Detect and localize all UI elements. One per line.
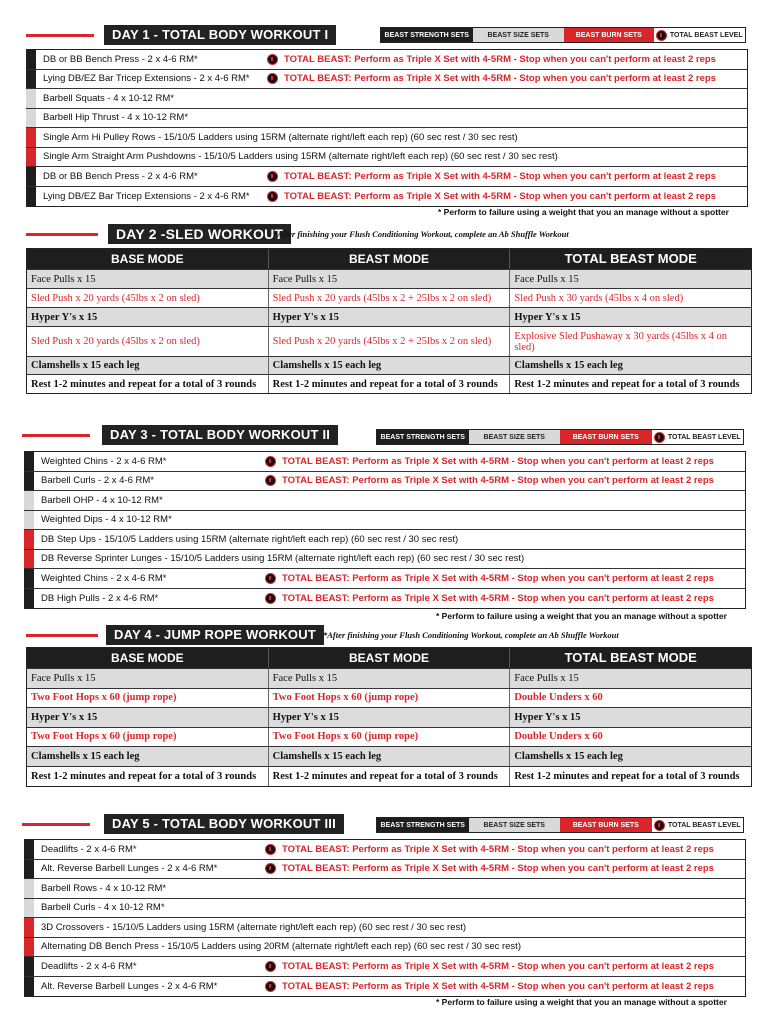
table-row: Weighted Chins - 2 x 4-6 RM* TOTAL BEAST: Perform as Triple X Set with 4-5RM - Stop when you can't perform at least 2 reps [25,452,745,472]
table-row: Barbell Curls - 2 x 4-6 RM* TOTAL BEAST: Perform as Triple X Set with 4-5RM - Stop when you can't perform at least 2 reps [25,472,745,492]
day4-title: DAY 4 - JUMP ROPE WORKOUT [106,625,324,645]
table-row: DB or BB Bench Press - 2 x 4-6 RM* TOTAL BEAST: Perform as Triple X Set with 4-5RM - Stop when you can't perform at least 2 reps [27,50,747,70]
legend-size: BEAST SIZE SETS [469,430,561,444]
legend-burn: BEAST BURN SETS [560,430,652,444]
base-mode-header: BASE MODE [110,651,184,665]
table-row: Rest 1-2 minutes and repeat for a total of 3 rounds Rest 1-2 minutes and repeat for a total of 3 rounds Rest 1-2 minutes and repeat for a total of 3 rounds [27,374,751,393]
beast-icon [267,171,278,182]
table-row: Barbell OHP - 4 x 10-12 RM* [25,491,745,511]
table-row: Weighted Chins - 2 x 4-6 RM* TOTAL BEAST: Perform as Triple X Set with 4-5RM - Stop when you can't perform at least 2 reps [25,569,745,589]
set-legend [376,817,744,833]
table-row: Barbell Rows - 4 x 10-12 RM* [25,879,745,899]
beast-icon [267,54,278,65]
day1-title: DAY 1 - TOTAL BODY WORKOUT I [104,25,336,45]
set-legend [376,429,744,445]
after-flush-note: *After finishing your Flush Conditioning Workout, complete an Ab Shuffle Workout [323,630,619,640]
table-row: 3D Crossovers - 15/10/5 Ladders using 15RM (alternate right/left each rep) (60 sec rest / 30 sec rest) [25,918,745,938]
table-row: Rest 1-2 minutes and repeat for a total of 3 rounds Rest 1-2 minutes and repeat for a total of 3 rounds Rest 1-2 minutes and repeat for a total of 3 rounds [27,766,751,786]
day1-table [26,49,748,207]
table-row: DB High Pulls - 2 x 4-6 RM* TOTAL BEAST: Perform as Triple X Set with 4-5RM - Stop when you can't perform at least 2 reps [25,589,745,609]
beast-icon [265,961,276,972]
legend-burn: BEAST BURN SETS [560,818,652,832]
table-row: Alt. Reverse Barbell Lunges - 2 x 4-6 RM* TOTAL BEAST: Perform as Triple X Set with 4-5RM - Stop when you can't perform at least 2 reps [25,977,745,997]
table-row: Hyper Y's x 15 Hyper Y's x 15 Hyper Y's x 15 [27,707,751,727]
day5-title: DAY 5 - TOTAL BODY WORKOUT III [104,814,344,834]
legend-strength: BEAST STRENGTH SETS [377,430,469,444]
table-row: Two Foot Hops x 60 (jump rope) Two Foot Hops x 60 (jump rope) Double Unders x 60 [27,688,751,708]
table-row: Sled Push x 20 yards (45lbs x 2 on sled) Sled Push x 20 yards (45lbs x 2 + 25lbs x 2 on sled) Sled Push x 30 yards (45lbs x 4 on sled) [27,288,751,307]
table-row: Weighted Dips - 4 x 10-12 RM* [25,511,745,531]
footnote: * Perform to failure using a weight that you an manage without a spotter [436,997,727,1007]
legend-burn: BEAST BURN SETS [564,28,654,42]
legend-size: BEAST SIZE SETS [469,818,561,832]
legend-total: TOTAL BEAST LEVEL [654,28,746,42]
section-divider [22,823,90,826]
section-divider [26,233,98,236]
table-row: Face Pulls x 15 Face Pulls x 15 Face Pulls x 15 [27,668,751,688]
table-row: DB Reverse Sprinter Lunges - 15/10/5 Ladders using 15RM (alternate right/left each rep) (60 sec rest / 30 sec rest) [25,550,745,570]
table-row: Deadlifts - 2 x 4-6 RM* TOTAL BEAST: Perform as Triple X Set with 4-5RM - Stop when you can't perform at least 2 reps [25,957,745,977]
day2-table [26,248,752,394]
day5-table [24,839,746,997]
footnote: * Perform to failure using a weight that you an manage without a spotter [436,611,727,621]
beast-icon [654,820,665,831]
after-flush-note: *After finishing your Flush Conditioning Workout, complete an Ab Shuffle Workout [273,229,569,239]
beast-icon [265,593,276,604]
mode-header [27,648,751,668]
table-row: Two Foot Hops x 60 (jump rope) Two Foot Hops x 60 (jump rope) Double Unders x 60 [27,727,751,747]
table-row: Face Pulls x 15 Face Pulls x 15 Face Pulls x 15 [27,269,751,288]
beast-icon [265,863,276,874]
beast-icon [267,73,278,84]
table-row: Clamshells x 15 each leg Clamshells x 15 each leg Clamshells x 15 each leg [27,746,751,766]
legend-total: TOTAL BEAST LEVEL [652,818,744,832]
table-row: Sled Push x 20 yards (45lbs x 2 on sled) Sled Push x 20 yards (45lbs x 2 + 25lbs x 2 on sled) Explosive Sled Pushaway x 30 yards (45lbs x 4 on sled) [27,326,751,356]
day4-table [26,647,752,787]
table-row: Barbell Curls - 4 x 10-12 RM* [25,899,745,919]
table-row: Deadlifts - 2 x 4-6 RM* TOTAL BEAST: Perform as Triple X Set with 4-5RM - Stop when you can't perform at least 2 reps [25,840,745,860]
section-divider [26,634,98,637]
table-row: Alt. Reverse Barbell Lunges - 2 x 4-6 RM* TOTAL BEAST: Perform as Triple X Set with 4-5RM - Stop when you can't perform at least 2 reps [25,860,745,880]
table-row: Single Arm Hi Pulley Rows - 15/10/5 Ladders using 15RM (alternate right/left each rep) (60 sec rest / 30 sec rest) [27,128,747,148]
section-divider [22,434,90,437]
table-row: DB Step Ups - 15/10/5 Ladders using 15RM (alternate right/left each rep) (60 sec rest / 30 sec rest) [25,530,745,550]
beast-icon [265,981,276,992]
beast-icon [265,475,276,486]
beast-icon [656,30,667,41]
legend-total: TOTAL BEAST LEVEL [652,430,744,444]
table-row: DB or BB Bench Press - 2 x 4-6 RM* TOTAL BEAST: Perform as Triple X Set with 4-5RM - Stop when you can't perform at least 2 reps [27,167,747,187]
total-beast-mode-header: TOTAL BEAST MODE [509,648,751,668]
beast-icon [265,844,276,855]
mode-header [27,249,751,269]
table-row: Lying DB/EZ Bar Tricep Extensions - 2 x 4-6 RM* TOTAL BEAST: Perform as Triple X Set with 4-5RM - Stop when you can't perform at least 2 reps [27,70,747,90]
set-legend [380,27,746,43]
legend-strength: BEAST STRENGTH SETS [381,28,473,42]
day2-title: DAY 2 -SLED WORKOUT [108,224,291,244]
day3-table [24,451,746,609]
table-row: Alternating DB Bench Press - 15/10/5 Ladders using 20RM (alternate right/left each rep) (60 sec rest / 30 sec rest) [25,938,745,958]
base-mode-header: BASE MODE [110,252,184,266]
beast-icon [654,432,665,443]
table-row: Clamshells x 15 each leg Clamshells x 15 each leg Clamshells x 15 each leg [27,356,751,374]
legend-strength: BEAST STRENGTH SETS [377,818,469,832]
beast-mode-header: BEAST MODE [268,249,510,269]
table-row: Hyper Y's x 15 Hyper Y's x 15 Hyper Y's x 15 [27,307,751,326]
table-row: Single Arm Straight Arm Pushdowns - 15/10/5 Ladders using 15RM (alternate right/left each rep) (60 sec rest / 30 sec rest) [27,148,747,168]
beast-mode-header: BEAST MODE [268,648,510,668]
table-row: Barbell Squats - 4 x 10-12 RM* [27,89,747,109]
total-beast-mode-header: TOTAL BEAST MODE [509,249,751,269]
beast-icon [267,191,278,202]
day3-title: DAY 3 - TOTAL BODY WORKOUT II [102,425,338,445]
footnote: * Perform to failure using a weight that you an manage without a spotter [438,207,729,217]
table-row: Barbell Hip Thrust - 4 x 10-12 RM* [27,109,747,129]
table-row: Lying DB/EZ Bar Tricep Extensions - 2 x 4-6 RM* TOTAL BEAST: Perform as Triple X Set with 4-5RM - Stop when you can't perform at least 2 reps [27,187,747,207]
beast-icon [265,573,276,584]
beast-icon [265,456,276,467]
legend-size: BEAST SIZE SETS [473,28,565,42]
section-divider [26,34,94,37]
